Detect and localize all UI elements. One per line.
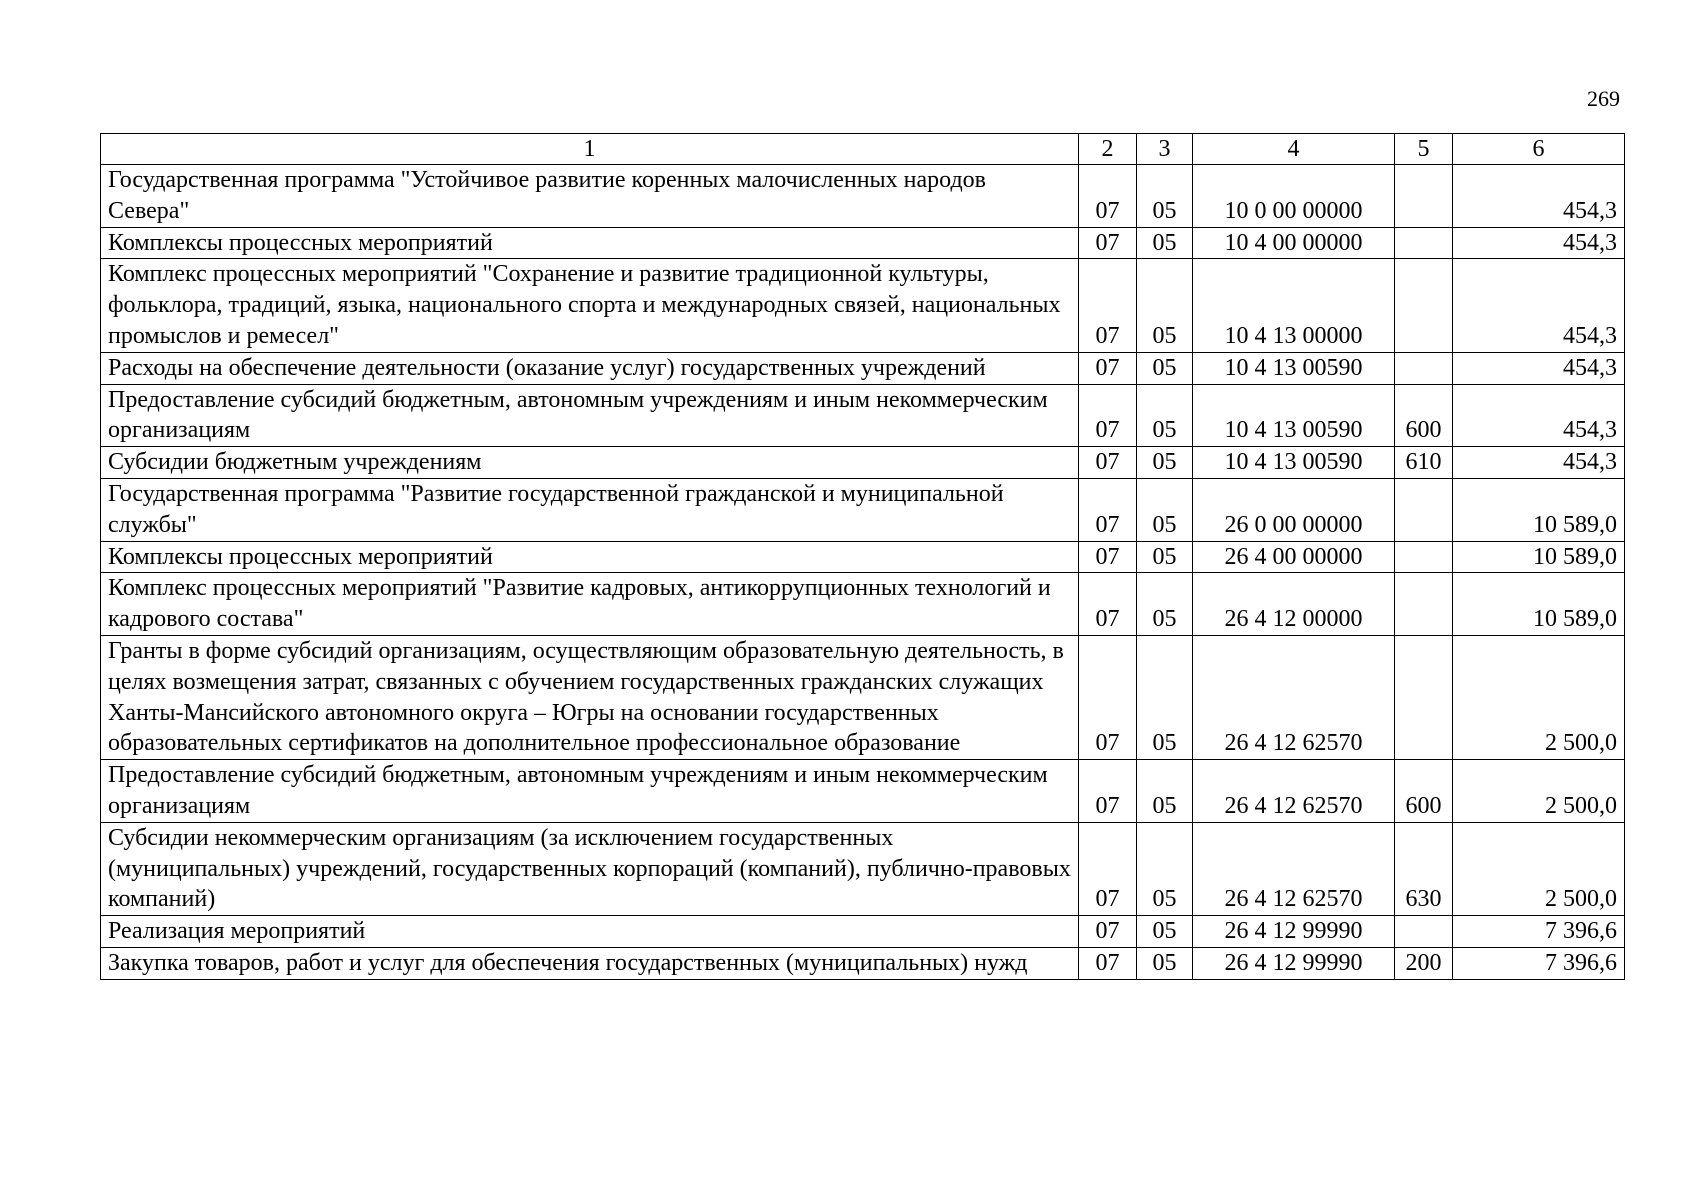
subsection-code: 05 [1137,947,1193,979]
row-description: Государственная программа "Развитие государственной гражданской и муниципальной службы" [101,478,1079,541]
target-article-code: 26 4 12 99990 [1193,916,1395,948]
table-row [101,916,1625,948]
table-row [101,478,1625,541]
row-description: Комплексы процессных мероприятий [101,227,1079,259]
table-row [101,384,1625,447]
amount: 10 589,0 [1453,478,1625,541]
row-description: Предоставление субсидий бюджетным, автономным учреждениям и иным некоммерческим организациям [101,384,1079,447]
subsection-code: 05 [1137,447,1193,479]
target-article-code: 10 4 13 00590 [1193,447,1395,479]
target-article-code: 10 4 00 00000 [1193,227,1395,259]
subsection-code: 05 [1137,352,1193,384]
section-code: 07 [1079,573,1137,636]
table-row [101,352,1625,384]
subsection-code: 05 [1137,822,1193,915]
target-article-code: 26 4 00 00000 [1193,541,1395,573]
expense-type-code: 610 [1395,447,1453,479]
subsection-code: 05 [1137,760,1193,823]
expense-type-code [1395,478,1453,541]
expense-type-code [1395,352,1453,384]
subsection-code: 05 [1137,478,1193,541]
target-article-code: 26 4 12 62570 [1193,822,1395,915]
row-description: Субсидии некоммерческим организациям (за исключением государственных (муниципальных) учреждений, государственных корпораций (компаний), публично-правовых компаний) [101,822,1079,915]
table-row [101,760,1625,823]
amount: 2 500,0 [1453,822,1625,915]
section-code: 07 [1079,259,1137,352]
expense-type-code [1395,165,1453,228]
table-row [101,447,1625,479]
subsection-code: 05 [1137,259,1193,352]
amount: 7 396,6 [1453,947,1625,979]
table-row [101,541,1625,573]
section-code: 07 [1079,947,1137,979]
target-article-code: 26 4 12 99990 [1193,947,1395,979]
section-code: 07 [1079,447,1137,479]
row-description: Реализация мероприятий [101,916,1079,948]
table-row [101,227,1625,259]
row-description: Гранты в форме субсидий организациям, осуществляющим образовательную деятельность, в целях возмещения затрат, связанных с обучением государственных гражданских служащих Ханты-Мансийского автономного округа – Югры на основании государственных образовательных сертификатов на дополнительное профессиональное образование [101,635,1079,759]
section-code: 07 [1079,635,1137,759]
expense-type-code [1395,916,1453,948]
expense-type-code [1395,541,1453,573]
section-code: 07 [1079,352,1137,384]
target-article-code: 10 0 00 00000 [1193,165,1395,228]
column-header: 6 [1453,134,1625,165]
target-article-code: 10 4 13 00590 [1193,352,1395,384]
subsection-code: 05 [1137,541,1193,573]
column-header: 3 [1137,134,1193,165]
row-description: Комплекс процессных мероприятий "Сохранение и развитие традиционной культуры, фольклора, традиций, языка, национального спорта и международных связей, национальных промыслов и ремесел" [101,259,1079,352]
amount: 10 589,0 [1453,541,1625,573]
amount: 454,3 [1453,227,1625,259]
amount: 454,3 [1453,259,1625,352]
column-header: 2 [1079,134,1137,165]
section-code: 07 [1079,760,1137,823]
amount: 454,3 [1453,352,1625,384]
column-header: 5 [1395,134,1453,165]
section-code: 07 [1079,916,1137,948]
expense-type-code: 600 [1395,384,1453,447]
target-article-code: 26 4 12 00000 [1193,573,1395,636]
column-header: 4 [1193,134,1395,165]
target-article-code: 26 4 12 62570 [1193,760,1395,823]
section-code: 07 [1079,165,1137,228]
target-article-code: 10 4 13 00590 [1193,384,1395,447]
row-description: Субсидии бюджетным учреждениям [101,447,1079,479]
amount: 10 589,0 [1453,573,1625,636]
expense-type-code [1395,573,1453,636]
subsection-code: 05 [1137,916,1193,948]
subsection-code: 05 [1137,384,1193,447]
header-row [101,134,1625,165]
target-article-code: 10 4 13 00000 [1193,259,1395,352]
expense-type-code: 600 [1395,760,1453,823]
table-row [101,947,1625,979]
row-description: Комплексы процессных мероприятий [101,541,1079,573]
expense-type-code [1395,635,1453,759]
subsection-code: 05 [1137,227,1193,259]
row-description: Государственная программа "Устойчивое развитие коренных малочисленных народов Севера" [101,165,1079,228]
target-article-code: 26 4 12 62570 [1193,635,1395,759]
table-row [101,635,1625,759]
table-row [101,573,1625,636]
row-description: Закупка товаров, работ и услуг для обеспечения государственных (муниципальных) нужд [101,947,1079,979]
amount: 2 500,0 [1453,760,1625,823]
amount: 454,3 [1453,165,1625,228]
budget-table [100,133,1625,980]
section-code: 07 [1079,541,1137,573]
expense-type-code: 200 [1395,947,1453,979]
amount: 454,3 [1453,384,1625,447]
expense-type-code [1395,227,1453,259]
section-code: 07 [1079,478,1137,541]
table-row [101,165,1625,228]
table-row [101,822,1625,915]
expense-type-code: 630 [1395,822,1453,915]
table-row [101,259,1625,352]
expense-type-code [1395,259,1453,352]
section-code: 07 [1079,822,1137,915]
subsection-code: 05 [1137,573,1193,636]
amount: 2 500,0 [1453,635,1625,759]
row-description: Комплекс процессных мероприятий "Развитие кадровых, антикоррупционных технологий и кадрового состава" [101,573,1079,636]
page-number: 269 [1587,86,1620,111]
target-article-code: 26 0 00 00000 [1193,478,1395,541]
column-header: 1 [101,134,1079,165]
row-description: Расходы на обеспечение деятельности (оказание услуг) государственных учреждений [101,352,1079,384]
amount: 454,3 [1453,447,1625,479]
subsection-code: 05 [1137,165,1193,228]
amount: 7 396,6 [1453,916,1625,948]
subsection-code: 05 [1137,635,1193,759]
section-code: 07 [1079,384,1137,447]
section-code: 07 [1079,227,1137,259]
row-description: Предоставление субсидий бюджетным, автономным учреждениям и иным некоммерческим организациям [101,760,1079,823]
